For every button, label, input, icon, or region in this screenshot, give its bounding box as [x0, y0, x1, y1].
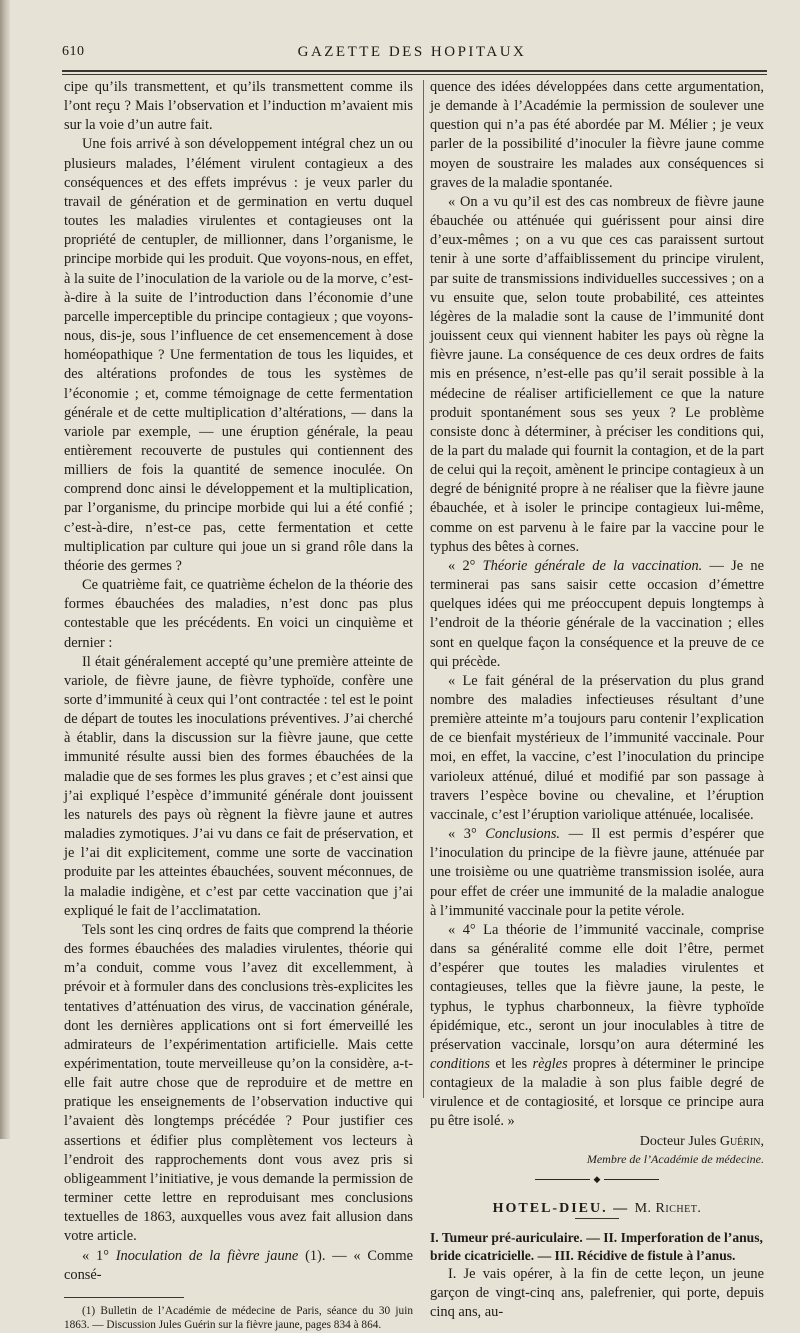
signature-name: Guérin,: [719, 1133, 764, 1149]
section-title: HOTEL-DIEU. —: [492, 1200, 635, 1216]
header-rule: [62, 70, 767, 72]
signature: [430, 1132, 764, 1151]
diamond-icon: ◆: [593, 1174, 601, 1185]
paragraph-conclusions: [430, 825, 764, 921]
right-column: [430, 78, 764, 1322]
paragraph-theory: [430, 557, 764, 672]
book-spine-edge: [0, 0, 10, 1139]
text: « 3°: [448, 826, 486, 843]
paragraph: « On a vu qu’il est des cas nombreux de fièvre jaune ébauchée ou atténuée qui guérissent pour ainsi dire d’eux-mêmes ; on a vu que ces cas paraissent surtout tenir à une sorte d’affaiblissement du principe virulent, par suite de transmissions individuelles successives ; on a vu ensuite que, selon toute probabilité, ces atteintes légères de la maladie sont la cause de l’immunité dont jouissent ceux qui viennent habiter les pays où règne la fièvre jaune. La conséquence de ces deux ordres de faits mis en présence, n’est-elle pas qu’il serait possible à la médecine de réaliser artificiellement ce que la nature produit spontanément sous ses yeux ? Le problème consiste donc à déterminer, à préciser les conditions qui, de la part du malade qui fournit la contagion, et de la part de celui qui la reçoit, amènent le principe contagieux à un degré de bénignité propre à ne réaliser que la fièvre jaune ébauchée, et à isoler le principe contagieux lui-même, comme on est parvenu à le faire par la vaccine pour le typhus des bêtes à cornes.: [430, 193, 764, 555]
ornamental-separator: [430, 1175, 764, 1185]
text: — Je ne terminerai pas sans saisir cette occasion d’émettre quelques idées qui me préoccupent depuis longtemps à l’endroit de la théorie générale de la vaccination ; elles sont en quelque façon la conséquence et la preuve de ce qui précède.: [430, 557, 764, 670]
header-rule-thin: [62, 74, 767, 75]
signature-title: Membre de l’Académie de médecine.: [586, 1151, 764, 1166]
section-author: M. Richet.: [634, 1200, 702, 1216]
footnote: (1) Bulletin de l’Académie de médecine de Paris, séance du 30 juin 1863. — Discussion Jules Guérin sur la fièvre jaune, pages 834 à 864.: [64, 1304, 413, 1332]
text: « 4° La théorie de l’immunité vaccinale, comprise dans sa généralité comme elle doit l’être, permet d’espérer que toutes les maladies virulentes et contagieuses, telles que la fièvre jaune, la peste, le typhus, le typhus charbonneux, la fièvre typhoïde épidémique, etc., seront un jour inoculables à titre de préservation vaccinale, lorsqu’on aura déterminé les: [430, 921, 764, 1053]
signature-prefix: Docteur Jules: [639, 1133, 720, 1149]
text: propres à déterminer le principe contagieux de la maladie à son plus faible degré de virulence et de contagiosité, et lorsque ce principe aura pu être isolé. »: [430, 1055, 764, 1130]
paragraph-inoculation: [64, 1247, 413, 1285]
text: « 1°: [82, 1247, 116, 1264]
italic-title: Conclusions.: [485, 826, 561, 843]
italic-title: Inoculation de la fièvre jaune: [115, 1247, 299, 1264]
page-number: 610: [62, 44, 85, 59]
paragraph: Une fois arrivé à son développement intégral chez un ou plusieurs malades, l’élément virulent contagieux a des conséquences et des effets imprévus : je veux parler du travail de génération et de germination en vertu duquel toutes les maladies virulentes et contagieuses ont la propriété de centupler, de millionner, dans l’organisme, le principe morbide qui les produit. Que voyons-nous, en effet, à la suite de l’inoculation de la variole ou de la morve, c’est-à-dire à la suite de l’introduction dans l’économie d’une parcelle imperceptible du principe contagieux ; que voyons-nous, dis-je, sous l’influence de cet ensemencement à dose homéopathique ? Une fermentation de tous les liquides, et des altérations profondes de tous les systèmes de l’économie ; et, comme témoignage de cette fermentation générale et de cette multiplication d’altérations, — dans la variole par exemple, — une éruption générale, la peau entièrement recouverte de pustules qui contiennent des milliers de fois la quantité de semence inoculée. On comprend donc ainsi le développement et la multiplication, par l’organisme, du principe morbide qui lui a été confié ; c’est-à-dire, n’est-ce pas, cette fermentation et cette multiplication par culture qui joue un si grand rôle dans la théorie des germes ?: [64, 136, 413, 574]
journal-title: GAZETTE DES HOPITAUX: [297, 44, 527, 60]
column-divider: [423, 80, 424, 1098]
paragraph: cipe qu’ils transmettent, et qu’ils transmettent comme ils l’ont reçu ? Mais l’observation et l’induction m’avaient mis sur la voie d’un autre fait.: [64, 79, 413, 134]
italic-word: conditions: [430, 1055, 490, 1072]
footnote-rule: [64, 1297, 184, 1298]
separator-line: [535, 1179, 590, 1180]
paragraph: Tels sont les cinq ordres de faits que comprend la théorie des formes ébauchées des maladies virulentes, théorie qui m’a conduit, comme vous l’avez dit excellemment, à prévoir et à formuler dans des conclusions très-explicites les tentatives d’atténuation des virus, de vaccination générale, dont les dernières applications ont si fort émerveillé les admirateurs de l’expérimentation artificielle. Mais cette expérimentation, toute merveilleuse qu’on la considère, a-t-elle fait autre chose que de reproduire et de mettre en pratique les enseignements de l’observation inductive qui l’avaient dès longtemps précédée ? Pour justifier ces assertions et édifier plus complètement vos lecteurs à l’endroit des rapprochements dont vous avez pris si obligeamment l’initiative, je vous demande la permission de terminer cette lettre en reproduisant mes conclusions textuelles de 1863, auxquelles vous avez fait allusion dans votre article.: [64, 921, 413, 1245]
text: — Il est permis d’espérer que l’inoculation du principe de la fièvre jaune, atténuée par une troisième ou une quatrième transmission isolée, aura pour effet de créer une immunité de la maladie analogue à l’immunité vaccinale pour la petite vérole.: [430, 826, 764, 919]
italic-word: règles: [532, 1055, 568, 1072]
paragraph: quence des idées développées dans cette argumentation, je demande à l’Académie la permission de soulever une question qui n’a pas été abordée par M. Mélier ; je veux parler de la possibilité d’inoculer la fièvre jaune comme moyen de soustraire les malades aux conséquences si graves de la maladie spontanée.: [430, 79, 764, 191]
paragraph: I. Je vais opérer, à la fin de cette leçon, un jeune garçon de vingt-cinq ans, palefrenier, qui porte, depuis cinq ans, au-: [430, 1265, 764, 1321]
paragraph: Ce quatrième fait, ce quatrième échelon de la théorie des formes ébauchées des maladies, n’est donc pas plus contestable que les précédents. En voici un cinquième et dernier :: [64, 577, 413, 651]
section-rule: [575, 1218, 619, 1219]
text: et les: [489, 1055, 533, 1072]
page-header: [62, 44, 762, 66]
italic-title: Théorie générale de la vaccination.: [482, 557, 703, 574]
paragraph: Il était généralement accepté qu’une première atteinte de variole, de fièvre jaune, de fièvre typhoïde, confère une sorte d’immunité à ceux qui l’ont contractée : tel est le point de départ de toutes les inoculations préventives. J’ai cherché à établir, dans la discussion sur la fièvre jaune, que cette immunité résulte aussi bien des formes ébauchées de la maladie que de ses formes les plus graves ; et c’est ainsi que j’ai expliqué l’espèce d’immunité générale dont jouissent les naturels des pays où règnent la fièvre jaune et autres maladies zymotiques. J’ai vu dans ce fait de préservation, et je l’ai dit explicitement, comme une sorte de vaccination produite par les atteintes ébauchées, souvent méconnues, de la maladie indigène, et c’est par cette vaccination que j’ai expliqué le fait de l’acclimatation.: [64, 653, 413, 919]
text: (1). — « Comme consé-: [64, 1247, 413, 1283]
left-column: [64, 78, 413, 1333]
section-heading: [430, 1199, 764, 1218]
paragraph-immunity: [430, 921, 764, 1132]
lecture-topics: I. Tumeur pré-auriculaire. — II. Imperforation de l’anus, bride cicatricielle. — III. Récidive de fistule à l’anus.: [430, 1229, 763, 1263]
separator-line: [604, 1179, 659, 1180]
paragraph: « Le fait général de la préservation du plus grand nombre des maladies infectieuses résultant d’une première atteinte m’a toujours paru contenir l’explication de ce bienfait mystérieux de l’immunité vaccinale. Pour moi, en effet, la vaccine, c’est l’inoculation du principe varioleux atténué, dilué et modifié par son passage à travers l’espèce bovine ou chevaline, et l’éruption vaccinale, c’est l’éruption variolique atténuée, localisée.: [430, 672, 764, 823]
text: « 2°: [448, 557, 483, 574]
